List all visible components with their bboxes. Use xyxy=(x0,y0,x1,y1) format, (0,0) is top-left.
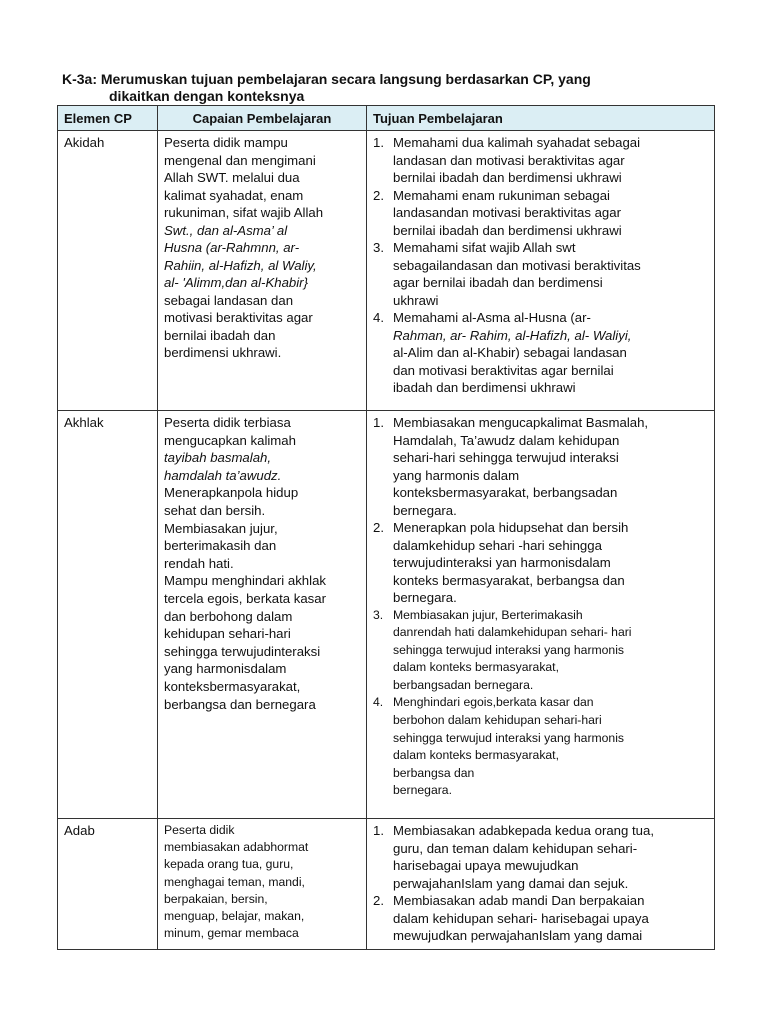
table-row-akidah xyxy=(58,131,715,411)
capaian-line: sebagai landasan dan xyxy=(164,292,294,308)
tujuan-item: 1. Membiasakan adabkepada kedua orang tua, guru, dan teman dalam kehidupan sehari- harisebagai upaya mewujudkan perwajahanIslam yang damai dan sejuk. xyxy=(373,823,655,891)
section-heading-line1: K-3a: Merumuskan tujuan pembelajaran secara langsung berdasarkan CP, yang xyxy=(62,71,591,87)
tujuan-item: 2. Membiasakan adab mandi Dan berpakaian dalam kehidupan sehari- harisebagai upaya mewujudkan perwajahanIslam yang damai xyxy=(373,893,649,943)
tujuan-item: 4. Memahami al-Asma al-Husna (ar- Rahman, ar- Rahim, al-Hafizh, al- Waliyi, al-Alim dan al-Khabir) sebagai landasan dan motivasi beraktivitas agar bernilai ibadah dan berdimensi ukhrawi xyxy=(373,310,632,395)
section-heading-line2: dikaitkan dengan konteksnya xyxy=(109,88,305,104)
tujuan-item: 1. Membiasakan mengucapkalimat Basmalah, Hamdalah, Ta’awudz dalam kehidupan sehari-hari sehingga terwujud interaksi yang harmonis dalam konteksbermasyarakat, berbangsadan bernegara. xyxy=(373,415,649,518)
capaian-line: konteksbermasyarakat, xyxy=(164,678,301,694)
tujuan-item: 1. Memahami dua kalimah syahadat sebagai landasan dan motivasi beraktivitas agar bernilai ibadah dan berdimensi ukhrawi xyxy=(373,135,641,185)
capaian-line: Husna (ar-Rahmnn, ar- xyxy=(164,240,300,255)
capaian-line: tercela egois, berkata kasar xyxy=(164,590,326,606)
capaian-line: tayibah basmalah, xyxy=(164,450,272,466)
tujuan-item: 4. Menghindari egois,berkata kasar dan berbohon dalam kehidupan sehari-hari sehingga terwujud interaksi yang harmonis dalam konteks bermasyarakat, berbangsa dan bernegara. xyxy=(373,695,625,798)
capaian-line: berterimakasih dan xyxy=(164,538,277,554)
capaian-line: yang harmonisdalam xyxy=(164,661,287,677)
capaian-line: sehingga terwujudinteraksi xyxy=(164,643,321,659)
capaian-line: Peserta didik mampu xyxy=(164,135,288,150)
capaian-line: sehat dan bersih. xyxy=(164,502,266,518)
capaian-line: hamdalah ta’awudz. xyxy=(164,467,282,483)
capaian-line: al- 'Alimm,dan al-Khabir} xyxy=(164,275,308,290)
tujuan-item: 2. Menerapkan pola hidupsehat dan bersih dalamkehidup sehari -hari sehingga terwujudinteraksi yan harmonisdalam konteks bermasyarakat, berbangsa dan bernegara. xyxy=(373,520,629,605)
capaian-line: Mampu menghindari akhlak xyxy=(164,573,326,589)
capaian-line: minum, gemar membaca xyxy=(164,926,299,941)
column-header-elemen: Elemen CP xyxy=(58,106,158,131)
tujuan-list xyxy=(373,822,708,945)
capaian-line: membiasakan adabhormat xyxy=(164,840,309,855)
cell-elemen: Akhlak xyxy=(58,411,158,819)
table-header-row xyxy=(58,106,715,131)
capaian-line: Peserta didik terbiasa xyxy=(164,415,291,430)
tujuan-item: 2. Memahami enam rukuniman sebagai landasandan motivasi beraktivitas agar bernilai ibadah dan berdimensi ukhrawi xyxy=(373,187,622,238)
cell-elemen: Akidah xyxy=(58,131,158,411)
capaian-line: menguap, belajar, makan, xyxy=(164,909,305,924)
learning-objectives-table xyxy=(57,105,715,950)
capaian-line: Rahiin, al-Hafizh, al Waliy, xyxy=(164,257,317,273)
capaian-line: Swt., dan al-Asma’ al xyxy=(164,222,288,238)
table-row-adab xyxy=(58,819,715,950)
tujuan-item: 3. Memahami sifat wajib Allah swt sebagailandasan dan motivasi beraktivitas agar bernilai ibadah dan berdimensi ukhrawi xyxy=(373,240,641,308)
column-header-tujuan: Tujuan Pembelajaran xyxy=(367,106,715,131)
table-row-akhlak xyxy=(58,411,715,819)
capaian-line: bernilai ibadah dan xyxy=(164,327,276,343)
capaian-line: Peserta didik xyxy=(164,823,235,837)
capaian-line: kalimat syahadat, enam xyxy=(164,187,304,203)
tujuan-list xyxy=(373,134,708,397)
cell-capaian xyxy=(158,819,367,950)
column-header-capaian: Capaian Pembelajaran xyxy=(158,106,367,131)
cell-capaian xyxy=(158,411,367,819)
capaian-line: berpakaian, bersin, xyxy=(164,891,268,906)
capaian-line: berbangsa dan bernegara xyxy=(164,696,316,712)
tujuan-item: 3. Membiasakan jujur, Berterimakasih danrendah hati dalamkehidupan sehari- hari sehingga terwujud interaksi yang harmonis dalam konteks bermasyarakat, berbangsadan bernegara. xyxy=(373,607,632,692)
capaian-line: dan berbohong dalam xyxy=(164,608,293,624)
capaian-line: Menerapkanpola hidup xyxy=(164,485,299,501)
capaian-line: rukuniman, sifat wajib Allah xyxy=(164,205,324,220)
capaian-line: Membiasakan jujur, xyxy=(164,520,278,536)
capaian-line: menghagai teman, mandi, xyxy=(164,874,305,889)
cell-elemen: Adab xyxy=(58,819,158,950)
capaian-line: kehidupan sehari-hari xyxy=(164,626,291,642)
capaian-line: motivasi beraktivitas agar xyxy=(164,310,313,325)
cell-tujuan xyxy=(367,411,715,819)
capaian-line: mengenal dan mengimani xyxy=(164,152,316,168)
cell-tujuan xyxy=(367,131,715,411)
cell-tujuan xyxy=(367,819,715,950)
capaian-line: Allah SWT. melalui dua xyxy=(164,170,300,185)
cell-capaian xyxy=(158,131,367,411)
capaian-line: kepada orang tua, guru, xyxy=(164,857,294,872)
capaian-line: mengucapkan kalimah xyxy=(164,432,296,448)
tujuan-list xyxy=(373,414,708,800)
capaian-line: rendah hati. xyxy=(164,555,234,571)
capaian-line: berdimensi ukhrawi. xyxy=(164,345,282,360)
